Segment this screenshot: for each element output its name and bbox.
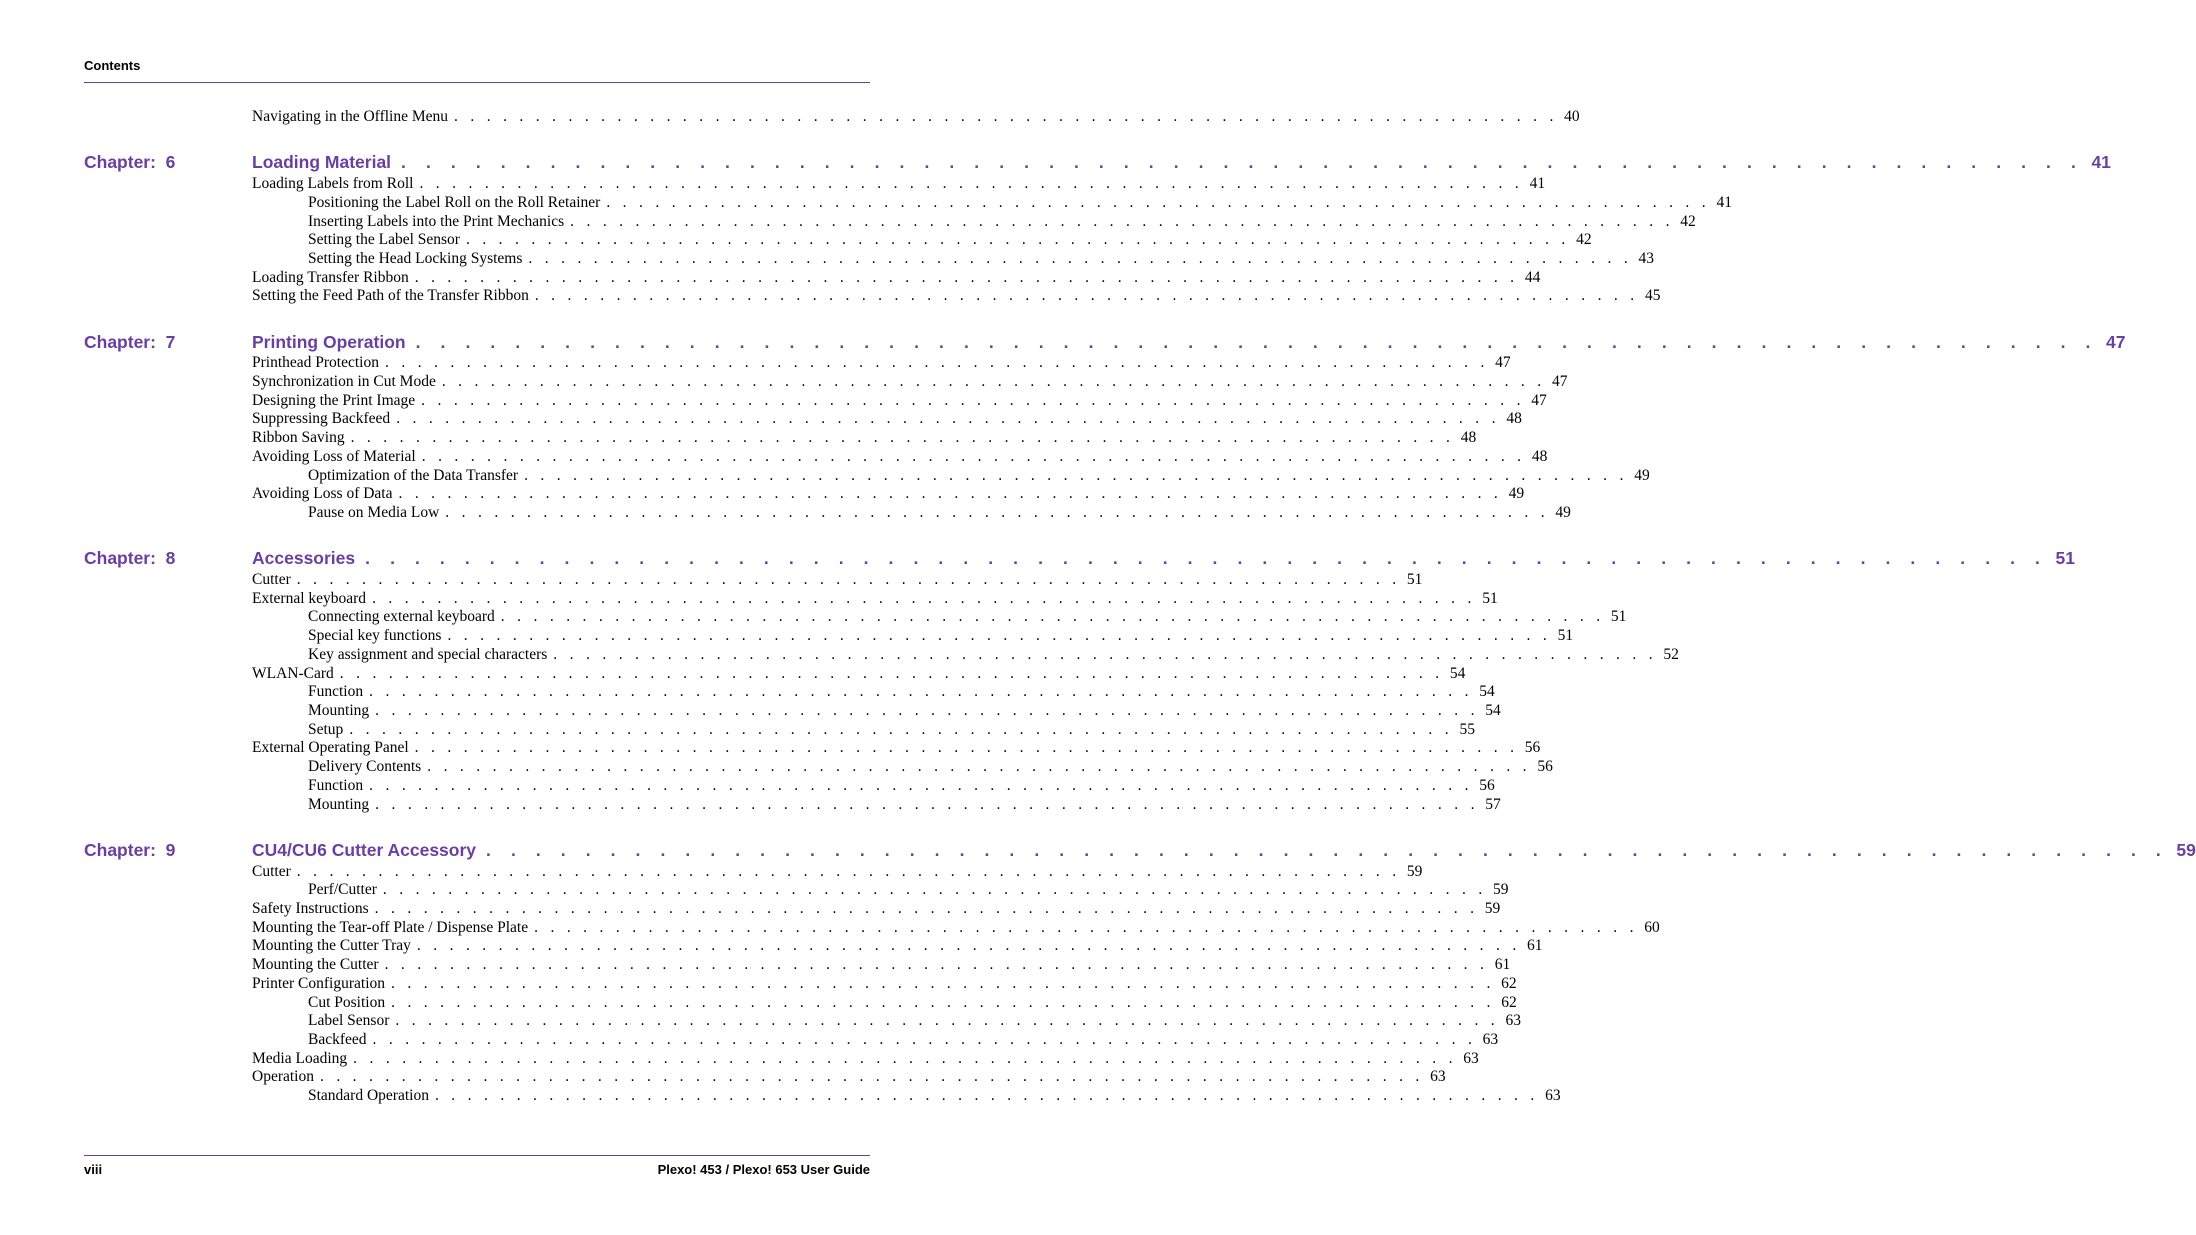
toc-entry[interactable] (252, 448, 1548, 467)
toc-entry-title: Mounting the Cutter Tray (252, 937, 411, 954)
dot-leader: . . . . . . . . . . . . . . . . . . . . . . . . . . . . . . . . . . . . . . . . . . . . . . . . . . . . . . . . . . . . . . . . . . . . (414, 739, 1519, 756)
dot-leader: . . . . . . . . . . . . . . . . . . . . . . . . . . . . . . . . . . . . . . . . . . . . . . . . . . . . . . . . . . . . . . . . . . . . (454, 108, 1558, 125)
chapter-title: Accessories (252, 548, 356, 568)
toc-entry-title: Delivery Contents (308, 758, 422, 775)
toc-entry[interactable] (252, 665, 1466, 684)
dot-leader: . . . . . . . . . . . . . . . . . . . . . . . . . . . . . . . . . . . . . . . . . . . . . . . . . . . . . . . . . . . . . . . . . . . . (374, 900, 1479, 917)
toc-entry-title: Mounting (308, 796, 370, 813)
toc-entry-title: Function (308, 777, 364, 794)
toc-subentry[interactable] (308, 777, 1495, 796)
chapter-page: 59 (2176, 840, 2196, 860)
chapter-label: Chapter: 7 (84, 332, 176, 352)
toc-entry-title: Key assignment and special characters (308, 646, 548, 663)
toc-entry[interactable] (252, 354, 1511, 373)
dot-leader: . . . . . . . . . . . . . . . . . . . . . . . . . . . . . . . . . . . . . . . . . . . . . . . . . . . . . . . . . . . . . . . . . . . . (415, 332, 2099, 352)
toc-entry-title: Label Sensor (308, 1012, 390, 1029)
toc-subentry[interactable] (308, 1031, 1499, 1050)
dot-leader: . . . . . . . . . . . . . . . . . . . . . . . . . . . . . . . . . . . . . . . . . . . . . . . . . . . . . . . . . . . . . . . . . . . . (445, 504, 1549, 521)
toc-entry-title: Setting the Label Sensor (308, 231, 460, 248)
toc-entry-title: External keyboard (252, 590, 367, 607)
toc-entry-page: 49 (1508, 485, 1525, 502)
toc-entry-page: 63 (1430, 1068, 1446, 1085)
dot-leader: . . . . . . . . . . . . . . . . . . . . . . . . . . . . . . . . . . . . . . . . . . . . . . . . . . . . . . . . . . . . . . . . . . . . (398, 485, 1503, 502)
dot-leader: . . . . . . . . . . . . . . . . . . . . . . . . . . . . . . . . . . . . . . . . . . . . . . . . . . . . . . . . . . . . . . . . . . . . (375, 796, 1479, 813)
toc-entry[interactable] (252, 287, 1661, 306)
toc-entry-title: Connecting external keyboard (308, 608, 495, 625)
toc-entry-page: 48 (1460, 429, 1477, 446)
toc-subentry[interactable] (308, 721, 1475, 740)
dot-leader: . . . . . . . . . . . . . . . . . . . . . . . . . . . . . . . . . . . . . . . . . . . . . . . . . . . . . . . . . . . . . . . . . . . . (528, 250, 1633, 267)
toc-subentry[interactable] (308, 702, 1501, 721)
dot-leader: . . . . . . . . . . . . . . . . . . . . . . . . . . . . . . . . . . . . . . . . . . . . . . . . . . . . . . . . . . . . . . . . . . . . (570, 213, 1674, 230)
dot-leader: . . . . . . . . . . . . . . . . . . . . . . . . . . . . . . . . . . . . . . . . . . . . . . . . . . . . . . . . . . . . . . . . . . . . (365, 548, 2048, 568)
dot-leader: . . . . . . . . . . . . . . . . . . . . . . . . . . . . . . . . . . . . . . . . . . . . . . . . . . . . . . . . . . . . . . . . . . . . (434, 1087, 1539, 1104)
toc-entry-title: Setting the Head Locking Systems (308, 250, 523, 267)
toc-entry[interactable] (252, 429, 1477, 448)
toc-subentry[interactable] (308, 213, 1696, 232)
dot-leader: . . . . . . . . . . . . . . . . . . . . . . . . . . . . . . . . . . . . . . . . . . . . . . . . . . . . . . . . . . . . . . . . . . . . (500, 608, 1605, 625)
toc-entry[interactable] (252, 269, 1541, 288)
chapter-title: Printing Operation (252, 332, 406, 352)
chapter-page: 51 (2055, 548, 2075, 568)
toc-entry-title: Avoiding Loss of Data (252, 485, 393, 502)
toc-entry-page: 48 (1531, 448, 1548, 465)
dot-leader: . . . . . . . . . . . . . . . . . . . . . . . . . . . . . . . . . . . . . . . . . . . . . . . . . . . . . . . . . . . . . . . . . . . . (416, 937, 1521, 954)
chapter-heading[interactable] (252, 840, 2196, 864)
toc-entry-title: Media Loading (252, 1050, 348, 1067)
toc-entry[interactable] (252, 392, 1547, 411)
page-number: viii (84, 1162, 103, 1177)
dot-leader: . . . . . . . . . . . . . . . . . . . . . . . . . . . . . . . . . . . . . . . . . . . . . . . . . . . . . . . . . . . . . . . . . . . . (296, 571, 1401, 588)
toc-entry-title: Optimization of the Data Transfer (308, 467, 519, 484)
toc-entry-page: 42 (1680, 213, 1696, 230)
toc-subentry[interactable] (308, 231, 1592, 250)
toc-entry-title: Ribbon Saving (252, 429, 345, 446)
toc-entry-page: 62 (1501, 975, 1517, 992)
toc-entry-page: 41 (1716, 194, 1732, 211)
toc-subentry[interactable] (308, 758, 1553, 777)
toc-entry-page: 56 (1524, 739, 1541, 756)
dot-leader: . . . . . . . . . . . . . . . . . . . . . . . . . . . . . . . . . . . . . . . . . . . . . . . . . . . . . . . . . . . . . . . . . . . . (319, 1068, 1424, 1085)
toc-entry-page: 41 (1529, 175, 1546, 192)
footer-rule (84, 1155, 870, 1156)
toc-subentry[interactable] (308, 250, 1655, 269)
dot-leader: . . . . . . . . . . . . . . . . . . . . . . . . . . . . . . . . . . . . . . . . . . . . . . . . . . . . . . . . . . . . . . . . . . . . (534, 287, 1639, 304)
toc-entry-title: Standard Operation (308, 1087, 429, 1104)
dot-leader: . . . . . . . . . . . . . . . . . . . . . . . . . . . . . . . . . . . . . . . . . . . . . . . . . . . . . . . . . . . . . . . . . . . . (534, 919, 1638, 936)
toc-entry-page: 49 (1555, 504, 1571, 521)
toc-subentry[interactable] (308, 683, 1495, 702)
dot-leader: . . . . . . . . . . . . . . . . . . . . . . . . . . . . . . . . . . . . . . . . . . . . . . . . . . . . . . . . . . . . . . . . . . . . (427, 758, 1531, 775)
toc-entry-page: 59 (1493, 881, 1509, 898)
toc-entry-page: 49 (1634, 467, 1650, 484)
dot-leader: . . . . . . . . . . . . . . . . . . . . . . . . . . . . . . . . . . . . . . . . . . . . . . . . . . . . . . . . . . . . . . . . . . . . (385, 354, 1489, 371)
dot-leader: . . . . . . . . . . . . . . . . . . . . . . . . . . . . . . . . . . . . . . . . . . . . . . . . . . . . . . . . . . . . . . . . . . . . (391, 994, 1495, 1011)
toc-entry-title: Navigating in the Offline Menu (252, 108, 449, 125)
dot-leader: . . . . . . . . . . . . . . . . . . . . . . . . . . . . . . . . . . . . . . . . . . . . . . . . . . . . . . . . . . . . . . . . . . . . (349, 721, 1453, 738)
toc-entry-title: Backfeed (308, 1031, 367, 1048)
toc-entry-page: 62 (1501, 994, 1517, 1011)
toc-entry[interactable] (252, 900, 1501, 919)
toc-entry-page: 63 (1463, 1050, 1479, 1067)
toc-entry[interactable] (252, 485, 1525, 504)
dot-leader: . . . . . . . . . . . . . . . . . . . . . . . . . . . . . . . . . . . . . . . . . . . . . . . . . . . . . . . . . . . . . . . . . . . . (465, 231, 1570, 248)
toc-entry-page: 40 (1564, 108, 1580, 125)
toc-entry-page: 52 (1663, 646, 1679, 663)
toc-entry-page: 55 (1459, 721, 1475, 738)
toc-entry-title: Safety Instructions (252, 900, 369, 917)
chapter-label: Chapter: 9 (84, 840, 176, 860)
toc-entry-page: 59 (1406, 863, 1423, 880)
chapter-page: 47 (2106, 332, 2126, 352)
toc-subentry[interactable] (308, 646, 1679, 665)
dot-leader: . . . . . . . . . . . . . . . . . . . . . . . . . . . . . . . . . . . . . . . . . . . . . . . . . . . . . . . . . . . . . . . . . . . . (375, 702, 1479, 719)
dot-leader: . . . . . . . . . . . . . . . . . . . . . . . . . . . . . . . . . . . . . . . . . . . . . . . . . . . . . . . . . . . . . . . . . . . . (350, 429, 1455, 446)
toc-subentry[interactable] (308, 194, 1732, 213)
chapter-heading[interactable] (252, 152, 2111, 176)
toc-subentry[interactable] (308, 994, 1517, 1013)
dot-leader: . . . . . . . . . . . . . . . . . . . . . . . . . . . . . . . . . . . . . . . . . . . . . . . . . . . . . . . . . . . . . . . . . . . . (339, 665, 1444, 682)
toc-entry-page: 47 (1531, 392, 1547, 409)
toc-entry[interactable] (252, 108, 1580, 127)
toc-entry-page: 57 (1485, 796, 1501, 813)
toc-entry-title: Suppressing Backfeed (252, 410, 391, 427)
toc-entry-title: Loading Transfer Ribbon (252, 269, 409, 286)
toc-entry-title: Cutter (252, 863, 291, 880)
toc-subentry[interactable] (308, 504, 1571, 523)
toc-entry-title: Function (308, 683, 364, 700)
dot-leader: . . . . . . . . . . . . . . . . . . . . . . . . . . . . . . . . . . . . . . . . . . . . . . . . . . . . . . . . . . . . . . . . . . . . (369, 683, 1473, 700)
toc-entry[interactable] (252, 175, 1546, 194)
dot-leader: . . . . . . . . . . . . . . . . . . . . . . . . . . . . . . . . . . . . . . . . . . . . . . . . . . . . . . . . . . . . . . . . . . . . (447, 627, 1552, 644)
toc-subentry[interactable] (308, 881, 1509, 900)
chapter-label: Chapter: 6 (84, 152, 176, 172)
toc-entry-title: Loading Labels from Roll (252, 175, 414, 192)
dot-leader: . . . . . . . . . . . . . . . . . . . . . . . . . . . . . . . . . . . . . . . . . . . . . . . . . . . . . . . . . . . . . . . . . . . . (553, 646, 1657, 663)
toc-entry-title: Designing the Print Image (252, 392, 416, 409)
dot-leader: . . . . . . . . . . . . . . . . . . . . . . . . . . . . . . . . . . . . . . . . . . . . . . . . . . . . . . . . . . . . . . . . . . . . (486, 840, 2169, 860)
toc-entry[interactable] (252, 590, 1498, 609)
toc-entry-page: 61 (1494, 956, 1511, 973)
toc-entry[interactable] (252, 937, 1543, 956)
dot-leader: . . . . . . . . . . . . . . . . . . . . . . . . . . . . . . . . . . . . . . . . . . . . . . . . . . . . . . . . . . . . . . . . . . . . (353, 1050, 1457, 1067)
toc-entry[interactable] (252, 1068, 1446, 1087)
toc-entry-title: WLAN-Card (252, 665, 334, 682)
toc-entry-title: Avoiding Loss of Material (252, 448, 416, 465)
dot-leader: . . . . . . . . . . . . . . . . . . . . . . . . . . . . . . . . . . . . . . . . . . . . . . . . . . . . . . . . . . . . . . . . . . . . (372, 590, 1476, 607)
toc-entry-page: 51 (1482, 590, 1498, 607)
toc-entry[interactable] (252, 975, 1517, 994)
dot-leader: . . . . . . . . . . . . . . . . . . . . . . . . . . . . . . . . . . . . . . . . . . . . . . . . . . . . . . . . . . . . . . . . . . . . (606, 194, 1710, 211)
chapter-heading[interactable] (252, 332, 2126, 356)
dot-leader: . . . . . . . . . . . . . . . . . . . . . . . . . . . . . . . . . . . . . . . . . . . . . . . . . . . . . . . . . . . . . . . . . . . . (421, 448, 1526, 465)
toc-entry[interactable] (252, 410, 1522, 429)
toc-entry-page: 63 (1482, 1031, 1499, 1048)
dot-leader: . . . . . . . . . . . . . . . . . . . . . . . . . . . . . . . . . . . . . . . . . . . . . . . . . . . . . . . . . . . . . . . . . . . . (369, 777, 1473, 794)
toc-entry-page: 63 (1505, 1012, 1521, 1029)
toc-entry-title: Cutter (252, 571, 291, 588)
toc-entry[interactable] (252, 373, 1568, 392)
toc-entry-page: 54 (1485, 702, 1501, 719)
dot-leader: . . . . . . . . . . . . . . . . . . . . . . . . . . . . . . . . . . . . . . . . . . . . . . . . . . . . . . . . . . . . . . . . . . . . (414, 269, 1519, 286)
toc-entry-title: Pause on Media Low (308, 504, 440, 521)
toc-entry-page: 63 (1545, 1087, 1561, 1104)
toc-entry-page: 60 (1644, 919, 1660, 936)
toc-entry-page: 43 (1638, 250, 1655, 267)
guide-title: Plexo! 453 / Plexo! 653 User Guide (657, 1162, 870, 1177)
toc-subentry[interactable] (308, 467, 1650, 486)
toc-entry-page: 51 (1557, 627, 1574, 644)
toc-entry-title: Positioning the Label Roll on the Roll Retainer (308, 194, 601, 211)
toc-entry[interactable] (252, 863, 1423, 882)
toc-subentry[interactable] (308, 608, 1627, 627)
toc-entry-page: 61 (1527, 937, 1543, 954)
toc-entry-title: Inserting Labels into the Print Mechanics (308, 213, 565, 230)
toc-subentry[interactable] (308, 1012, 1521, 1031)
dot-leader: . . . . . . . . . . . . . . . . . . . . . . . . . . . . . . . . . . . . . . . . . . . . . . . . . . . . . . . . . . . . . . . . . . . . (419, 175, 1524, 192)
toc-entry-title: Cut Position (308, 994, 386, 1011)
chapter-title: CU4/CU6 Cutter Accessory (252, 840, 477, 860)
toc-entry-title: Operation (252, 1068, 314, 1085)
toc-entry-page: 51 (1406, 571, 1423, 588)
toc-entry-page: 44 (1524, 269, 1541, 286)
toc-entry[interactable] (252, 1050, 1479, 1069)
toc-entry-title: Special key functions (308, 627, 442, 644)
toc-entry-page: 47 (1551, 373, 1568, 390)
toc-entry-title: Mounting the Tear-off Plate / Dispense Plate (252, 919, 529, 936)
toc-entry-title: Mounting (308, 702, 370, 719)
toc-entry-page: 47 (1495, 354, 1511, 371)
dot-leader: . . . . . . . . . . . . . . . . . . . . . . . . . . . . . . . . . . . . . . . . . . . . . . . . . . . . . . . . . . . . . . . . . . . . (524, 467, 1628, 484)
toc-entry[interactable] (252, 919, 1660, 938)
toc-subentry[interactable] (308, 1087, 1561, 1106)
toc-subentry[interactable] (308, 796, 1501, 815)
running-header: Contents (84, 58, 141, 73)
toc-entry-title: Printer Configuration (252, 975, 386, 992)
toc-subentry[interactable] (308, 627, 1574, 646)
dot-leader: . . . . . . . . . . . . . . . . . . . . . . . . . . . . . . . . . . . . . . . . . . . . . . . . . . . . . . . . . . . . . . . . . . . . (296, 863, 1401, 880)
chapter-heading[interactable] (252, 548, 2075, 572)
toc-entry[interactable] (252, 956, 1511, 975)
toc-entry-page: 54 (1449, 665, 1466, 682)
toc-entry-title: Perf/Cutter (308, 881, 377, 898)
toc-entry-page: 56 (1479, 777, 1495, 794)
toc-entry-title: External Operating Panel (252, 739, 409, 756)
toc-entry-title: Mounting the Cutter (252, 956, 379, 973)
chapter-page: 41 (2091, 152, 2111, 172)
dot-leader: . . . . . . . . . . . . . . . . . . . . . . . . . . . . . . . . . . . . . . . . . . . . . . . . . . . . . . . . . . . . . . . . . . . . (384, 956, 1489, 973)
dot-leader: . . . . . . . . . . . . . . . . . . . . . . . . . . . . . . . . . . . . . . . . . . . . . . . . . . . . . . . . . . . . . . . . . . . . (391, 975, 1495, 992)
dot-leader: . . . . . . . . . . . . . . . . . . . . . . . . . . . . . . . . . . . . . . . . . . . . . . . . . . . . . . . . . . . . . . . . . . . . (382, 881, 1487, 898)
toc-entry-page: 48 (1506, 410, 1522, 427)
toc-entry-page: 54 (1479, 683, 1495, 700)
dot-leader: . . . . . . . . . . . . . . . . . . . . . . . . . . . . . . . . . . . . . . . . . . . . . . . . . . . . . . . . . . . . . . . . . . . . (441, 373, 1546, 390)
dot-leader: . . . . . . . . . . . . . . . . . . . . . . . . . . . . . . . . . . . . . . . . . . . . . . . . . . . . . . . . . . . . . . . . . . . . (401, 152, 2084, 172)
toc-entry[interactable] (252, 571, 1423, 590)
chapter-title: Loading Material (252, 152, 392, 172)
chapter-label: Chapter: 8 (84, 548, 176, 568)
toc-entry-page: 45 (1644, 287, 1661, 304)
header-rule (84, 82, 870, 83)
dot-leader: . . . . . . . . . . . . . . . . . . . . . . . . . . . . . . . . . . . . . . . . . . . . . . . . . . . . . . . . . . . . . . . . . . . . (396, 410, 1500, 427)
toc-entry-title: Setting the Feed Path of the Transfer Ribbon (252, 287, 529, 304)
toc-entry-page: 56 (1537, 758, 1553, 775)
toc-entry-page: 51 (1610, 608, 1627, 625)
dot-leader: . . . . . . . . . . . . . . . . . . . . . . . . . . . . . . . . . . . . . . . . . . . . . . . . . . . . . . . . . . . . . . . . . . . . (421, 392, 1525, 409)
toc-entry[interactable] (252, 739, 1541, 758)
toc-entry-title: Setup (308, 721, 344, 738)
toc-entry-title: Printhead Protection (252, 354, 379, 371)
dot-leader: . . . . . . . . . . . . . . . . . . . . . . . . . . . . . . . . . . . . . . . . . . . . . . . . . . . . . . . . . . . . . . . . . . . . (372, 1031, 1477, 1048)
toc-entry-page: 42 (1576, 231, 1592, 248)
dot-leader: . . . . . . . . . . . . . . . . . . . . . . . . . . . . . . . . . . . . . . . . . . . . . . . . . . . . . . . . . . . . . . . . . . . . (395, 1012, 1499, 1029)
toc-entry-title: Synchronization in Cut Mode (252, 373, 436, 390)
toc-entry-page: 59 (1484, 900, 1501, 917)
